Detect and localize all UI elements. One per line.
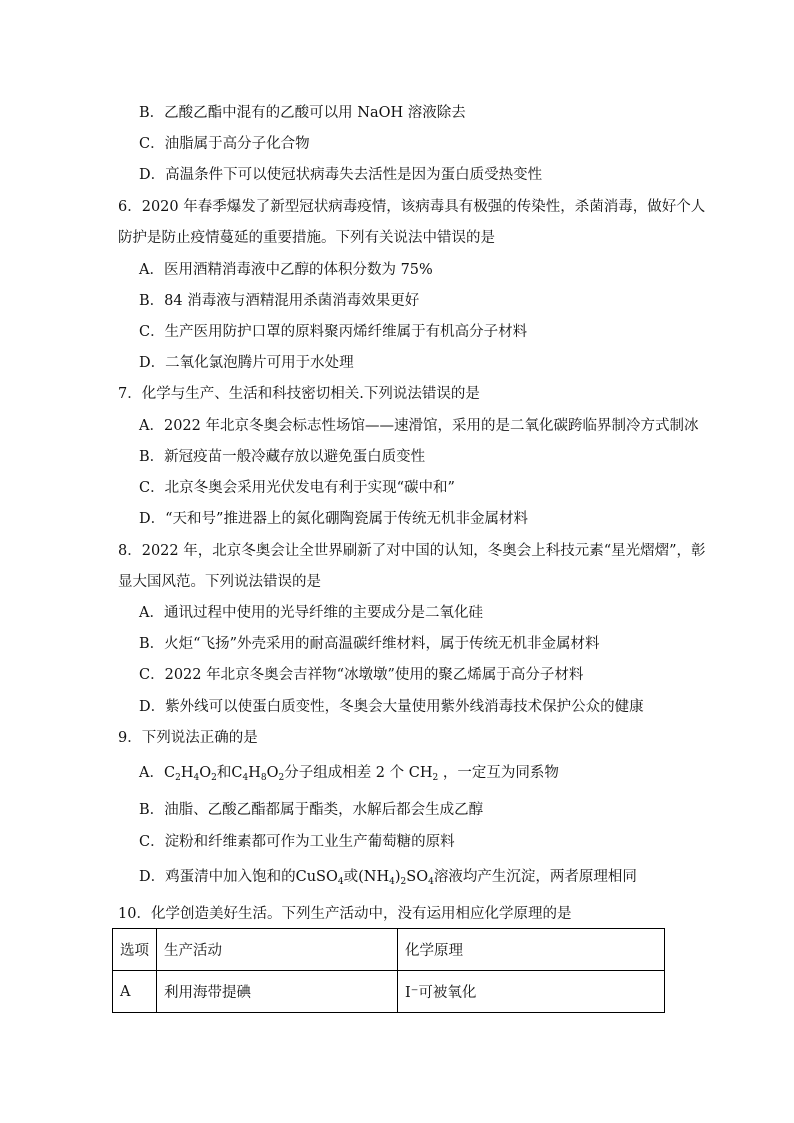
q7-option-b: B．新冠疫苗一般冷藏存放以避免蛋白质变性: [139, 449, 426, 465]
q9-stem: 9．下列说法正确的是: [118, 730, 258, 746]
q6-option-b: B．84 消毒液与酒精混用杀菌消毒效果更好: [139, 293, 420, 309]
q6-option-d: D．二氧化氯泡腾片可用于水处理: [139, 355, 354, 371]
q6-stem-line2: 防护是防止疫情蔓延的重要措施。下列有关说法中错误的是: [118, 230, 495, 246]
prev-option-b: B．乙酸乙酯中混有的乙酸可以用 NaOH 溶液除去: [139, 105, 466, 121]
q10-stem: 10．化学创造美好生活。下列生产活动中，没有运用相应化学原理的是: [118, 906, 572, 922]
q7-option-c: C．北京冬奥会采用光伏发电有利于实现“碳中和”: [139, 480, 455, 496]
q8-stem-line1: 8．2022 年，北京冬奥会让全世界刷新了对中国的认知，冬奥会上科技元素“星光熠熠”，彰: [118, 543, 706, 559]
q9-option-b: B．油脂、乙酸乙酯都属于酯类，水解后都会生成乙醇: [139, 802, 484, 818]
q7-stem: 7．化学与生产、生活和科技密切相关.下列说法错误的是: [118, 386, 480, 402]
q8-option-d: D．紫外线可以使蛋白质变性，冬奥会大量使用紫外线消毒技术保护公众的健康: [139, 699, 644, 715]
q7-option-a: A．2022 年北京冬奥会标志性场馆——速滑馆，采用的是二氧化碳跨临界制冷方式制冰: [139, 418, 699, 434]
table-row: [113, 971, 665, 1013]
prev-option-d: D．高温条件下可以使冠状病毒失去活性是因为蛋白质受热变性: [139, 167, 543, 183]
q8-stem-line2: 显大国风范。下列说法错误的是: [118, 574, 321, 590]
table-header-cell: 生产活动: [157, 929, 398, 971]
q6-option-a: A．医用酒精消毒液中乙醇的体积分数为 75%: [139, 262, 433, 278]
table-header-cell: 化学原理: [398, 929, 665, 971]
q9-option-d: D．鸡蛋清中加入饱和的CuSO$_4$或$(NH_4)_2SO_4$溶液均产生沉淀，两者原理相同: [139, 869, 637, 887]
q9-option-c: C．淀粉和纤维素都可作为工业生产葡萄糖的原料: [139, 834, 455, 850]
q8-option-a: A．通讯过程中使用的光导纤维的主要成分是二氧化硅: [139, 605, 483, 621]
table-cell: I⁻可被氧化: [398, 971, 665, 1013]
q8-option-b: B．火炬“飞扬”外壳采用的耐高温碳纤维材料，属于传统无机非金属材料: [139, 636, 600, 652]
table-header-cell: 选项: [113, 929, 157, 971]
q7-option-d: D．“天和号”推进器上的氮化硼陶瓷属于传统无机非金属材料: [139, 511, 528, 527]
q9-option-a: A．$C_2H_4O_2$和$C_4H_8O_2$分子组成相差 2 个 $CH_2$ ，一定互为同系物: [139, 765, 559, 783]
prev-option-c: C．油脂属于高分子化合物: [139, 136, 310, 152]
principle-table: [112, 928, 665, 1013]
q6-stem-line1: 6．2020 年春季爆发了新型冠状病毒疫情，该病毒具有极强的传染性，杀菌消毒，做好个人: [118, 199, 706, 215]
q6-option-c: C．生产医用防护口罩的原料聚丙烯纤维属于有机高分子材料: [139, 324, 528, 340]
table-cell: 利用海带提碘: [157, 971, 398, 1013]
table-header-row: [113, 929, 665, 971]
table-cell: A: [113, 971, 157, 1013]
q8-option-c: C．2022 年北京冬奥会吉祥物“冰墩墩”使用的聚乙烯属于高分子材料: [139, 667, 584, 683]
